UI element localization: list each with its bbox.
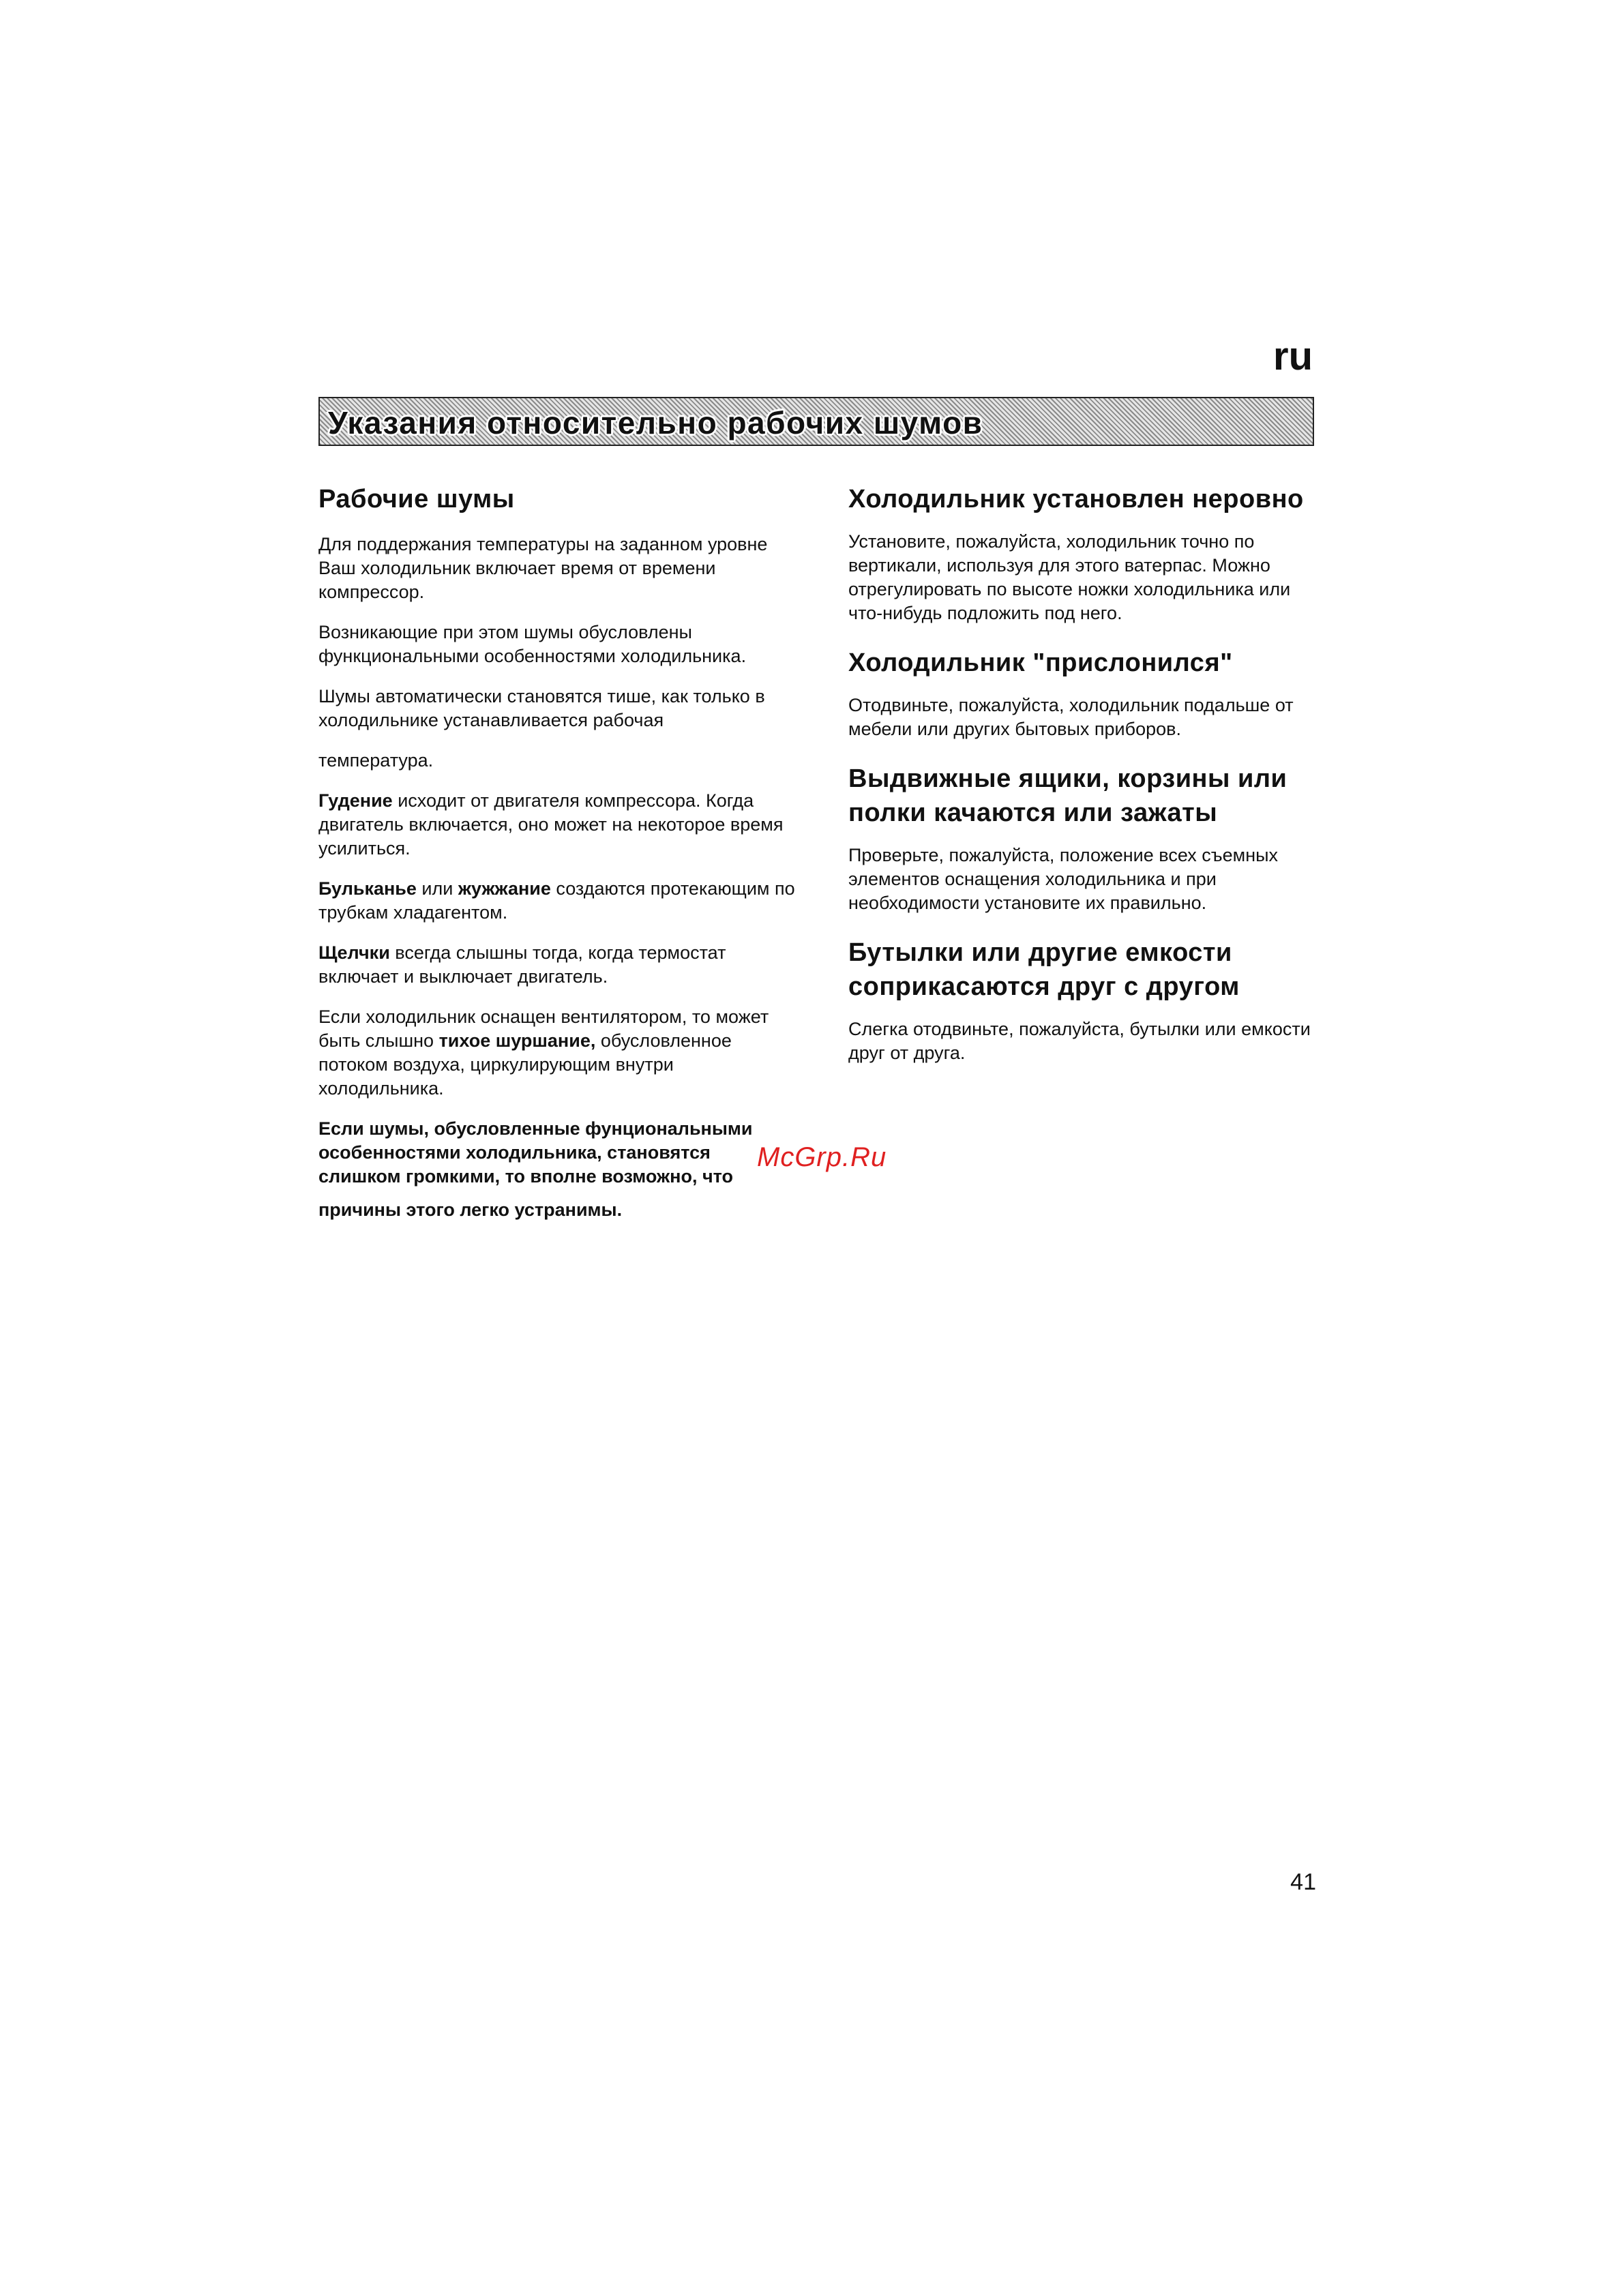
section-heading-operating-noises: Рабочие шумы xyxy=(318,485,515,513)
paragraph-text: исходит от двигателя компрессора. Когда двигатель включается, оно может на некоторое время усилиться. xyxy=(318,790,784,859)
bold-note: Если шумы, обусловленные фунциональными особенностями холодильника, становятся слишком громкими, то вполне возможно, что xyxy=(318,1118,753,1187)
paragraph-text: создаются протекающим по трубкам хладагентом. xyxy=(318,878,795,923)
section-heading-bottles: Бутылки или другие емкости соприкасаются друг с другом xyxy=(848,938,1240,1001)
watermark: McGrp.Ru xyxy=(757,1142,887,1172)
paragraph: Шумы автоматически становятся тише, как только в холодильнике устанавливается рабочая xyxy=(318,686,765,730)
section-text-uneven: Установите, пожалуйста, холодильник точно по вертикали, используя для этого ватерпас. Можно отрегулировать по высоте ножки холодильника или что-нибудь подложить под него. xyxy=(848,531,1291,623)
paragraph-gurgling xyxy=(318,877,796,925)
term-gurgling: Бульканье xyxy=(318,878,417,899)
paragraph-text: Если холодильник оснащен вентилятором, то может быть слышно xyxy=(318,1007,769,1051)
right-column xyxy=(848,482,1326,1086)
term-rustling: тихое шуршание, xyxy=(438,1030,596,1051)
paragraph: температура. xyxy=(318,750,434,771)
section-heading-leaning: Холодильник "прислонился" xyxy=(848,648,1233,677)
paragraph-text: или xyxy=(416,878,458,899)
title-banner xyxy=(318,397,1314,446)
paragraph-clicks xyxy=(318,941,796,989)
paragraph-text: всегда слышны тогда, когда термостат включает и выключает двигатель. xyxy=(318,942,726,987)
paragraph-humming xyxy=(318,789,796,861)
section-text-bottles: Слегка отодвиньте, пожалуйста, бутылки или емкости друг от друга. xyxy=(848,1019,1311,1063)
section-heading-drawers: Выдвижные ящики, корзины или полки качаются или зажаты xyxy=(848,764,1287,827)
section-text-drawers: Проверьте, пожалуйста, положение всех съемных элементов оснащения холодильника и при необходимости установите их правильно. xyxy=(848,845,1279,913)
left-column xyxy=(318,482,796,1238)
paragraph-text: обусловленное потоком воздуха, циркулирующим внутри холодильника. xyxy=(318,1030,732,1099)
bold-note-end: причины этого легко устранимы. xyxy=(318,1199,623,1220)
section-heading-uneven: Холодильник установлен неровно xyxy=(848,485,1304,513)
paragraph: Для поддержания температуры на заданном уровне Ваш холодильник включает время от времени компрессор. xyxy=(318,534,768,602)
language-code: ru xyxy=(1273,334,1313,378)
page-number: 41 xyxy=(1290,1869,1316,1895)
term-buzzing: жужжание xyxy=(458,878,551,899)
paragraph-fan xyxy=(318,1005,796,1101)
page-title: Указания относительно рабочих шумов xyxy=(328,405,983,441)
term-clicks: Щелчки xyxy=(318,942,390,963)
term-humming: Гудение xyxy=(318,790,393,811)
paragraph: Возникающие при этом шумы обусловлены функциональными особенностями холодильника. xyxy=(318,622,747,666)
section-text-leaning: Отодвиньте, пожалуйста, холодильник подальше от мебели или других бытовых приборов. xyxy=(848,695,1294,739)
